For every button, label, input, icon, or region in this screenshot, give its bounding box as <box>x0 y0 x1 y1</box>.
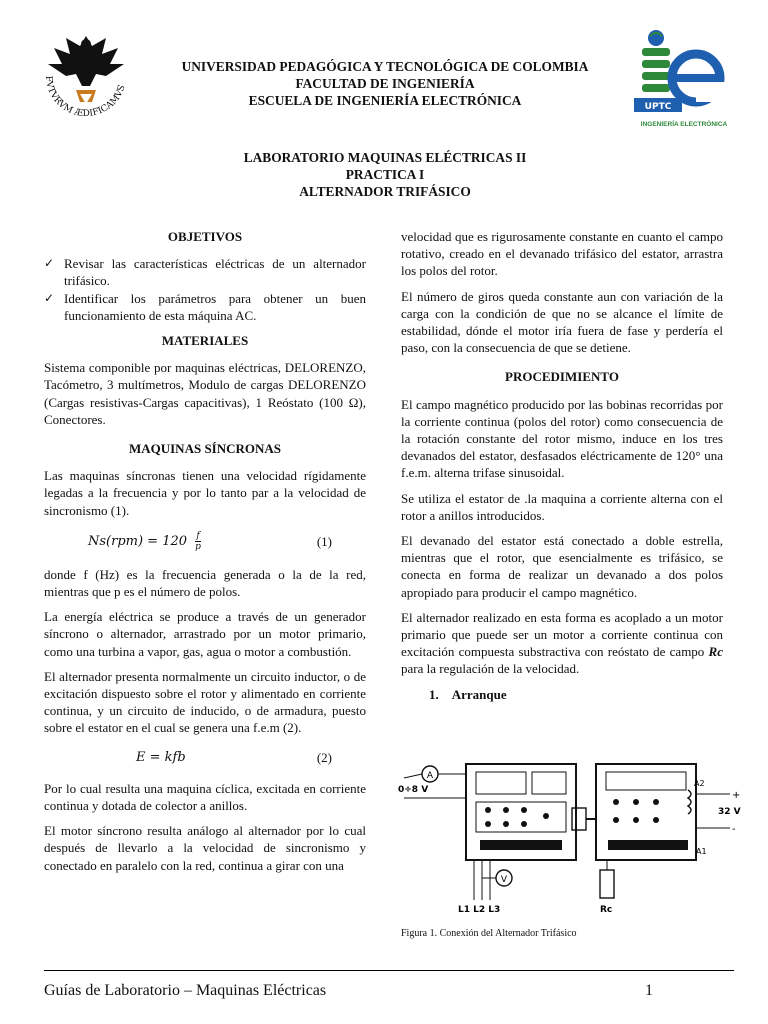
paragraph: El número de giros queda constante aun con variación de la carga con la condición de que no se alcance el límite de estabilidad, dónde el motor iría fuera de fase y perdería el paso, con la consecuencia de que se detiene. <box>401 288 723 356</box>
page-number: 1 <box>645 982 653 999</box>
connection-diagram <box>396 750 746 920</box>
paragraph: velocidad que es rigurosamente constante en cuanto el campo rotativo, creado en el devanado trifásico del estator, arrastra los polos del rotor. <box>401 229 723 279</box>
equation-2 <box>44 749 366 766</box>
institution-header <box>140 58 630 109</box>
paragraph: El motor síncrono resulta análogo al alternador por lo cual después de llevarlo a la velocidad de sincronismo y conectado en paralelo con la red, continua a girar con una <box>44 823 366 873</box>
university-name: UNIVERSIDAD PEDAGÓGICA Y TECNOLÓGICA DE COLOMBIA <box>181 59 589 74</box>
svg-text:+: + <box>732 790 741 801</box>
procedimiento-heading: PROCEDIMIENTO <box>505 369 619 385</box>
school-name: ESCUELA DE INGENIERÍA ELECTRÓNICA <box>248 93 522 108</box>
equation-2-tag: (2) <box>316 749 332 765</box>
equation-1-body: Ns(rpm) = 120 $\frac{f}{p}$ <box>88 530 201 552</box>
uptc-badge: UPTC <box>644 102 672 112</box>
objetivos-heading: OBJETIVOS <box>167 229 243 244</box>
practice-topic: ALTERNADOR TRIFÁSICO <box>299 184 471 199</box>
ammeter-label: A <box>426 771 434 781</box>
paragraph: El alternador presenta normalmente un circuito inductor, o de excitación dispuesto sobre el rotor y alimentado en corriente continua, y un circuito de inducido, o de armadura, puesto sobre el estator en el cual se genera una f.e.m (2). <box>44 668 366 736</box>
fraction: $\frac{f}{p}$ <box>195 530 201 552</box>
uptc-engineering-logo <box>628 26 740 136</box>
equation-1 <box>44 531 366 552</box>
left-column <box>44 228 366 882</box>
line-terminals-label: L1 L2 L3 <box>458 905 501 915</box>
faculty-name: FACULTAD DE INGENIERÍA <box>295 76 475 91</box>
objective-item: ✓ Identificar los parámetros para obtener un buen funcionamiento de esta máquina AC. <box>44 290 366 323</box>
objective-item: ✓ Revisar las características eléctricas de un alternador trifásico. <box>44 256 366 289</box>
sincronas-heading: MAQUINAS SÍNCRONAS <box>128 441 282 457</box>
lab-title: LABORATORIO MAQUINAS ELÉCTRICAS II <box>243 150 527 165</box>
footer-rule <box>44 970 734 971</box>
arranque-heading: 1. Arranque <box>429 686 507 702</box>
crest-motto: FVTVRVM ÆDIFICAMVS <box>42 75 128 120</box>
dc-source-label: 0÷8 V <box>398 785 429 795</box>
rheostat-label: Rc <box>600 905 613 915</box>
equation-1-tag: (1) <box>316 533 332 549</box>
ammeter-a1-label: A1 <box>696 847 707 856</box>
paragraph: El devanado del estator está conectado a doble estrella, mientras que el rotor, que esencialmente es trifásico, se conecta en forma de realizar un devanado a dos polos apropiado para producir el campo magnético. <box>401 533 723 600</box>
voltmeter-label: V <box>500 875 508 885</box>
rc-symbol: Rc <box>708 644 723 660</box>
practice-number: PRACTICA I <box>345 167 425 182</box>
paragraph: Se utiliza el estator de .la maquina a corriente alterna con el rotor a anillos introducidos. <box>401 490 723 523</box>
logo-caption: INGENIERÍA ELECTRÓNICA <box>640 121 728 128</box>
paragraph: La energía eléctrica se produce a través de un generador síncrono o alternador, arrastrado por un motor primario, como una turbina a vapor, gas, agua o motor a combustión. <box>44 609 366 659</box>
materiales-text: Sistema componible por maquinas eléctricas, DELORENZO, Tacómetro, 3 multímetros, Modulo de cargas DELORENZO (Cargas resistivas-Cargas capacitivas), 1 Reóstato (100 Ω), Conectores. <box>44 360 366 427</box>
checkmark-icon: ✓ <box>44 290 55 305</box>
figure-caption: Figura 1. Conexión del Alternador Trifásico <box>401 928 577 939</box>
supply-voltage-label: 32 V <box>718 807 741 817</box>
svg-text:-: - <box>732 824 736 835</box>
checkmark-icon: ✓ <box>44 256 55 271</box>
paragraph: El campo magnético producido por las bobinas recorridas por la corriente continua (polos del rotor) como consecuencia de la rotación constante del rotor mismo, induce en los tres devanados del estator, desfasados eléctricamente de 120° una f.e.m. alterna trifase sinusoidal. <box>401 396 723 481</box>
paragraph: Por lo cual resulta una maquina cíclica, excitada en corriente continua y dotada de colector a anillos. <box>44 780 366 814</box>
document-title <box>140 149 630 200</box>
equation-2-body: E = kfb <box>136 749 186 765</box>
footer-text: Guías de Laboratorio – Maquinas Eléctricas <box>44 982 327 999</box>
paragraph: El alternador realizado en esta forma es acoplado a un motor primario que puede ser un motor a corriente continua con excitación compuesta substractiva con reóstato de campo Rc para la regulación de la velocidad. <box>401 609 723 677</box>
right-column <box>401 228 723 703</box>
paragraph: Las maquinas síncronas tienen una velocidad rígidamente legadas a la frecuencia y por lo tanto par a la velocidad de sincronismo (1). <box>44 468 366 518</box>
university-crest-logo <box>36 24 136 124</box>
paragraph: donde f (Hz) es la frecuencia generada o la de la red, mientras que p es el número de polos. <box>44 566 366 600</box>
materiales-heading: MATERIALES <box>161 333 249 349</box>
ammeter-a2-label: A2 <box>694 779 705 788</box>
